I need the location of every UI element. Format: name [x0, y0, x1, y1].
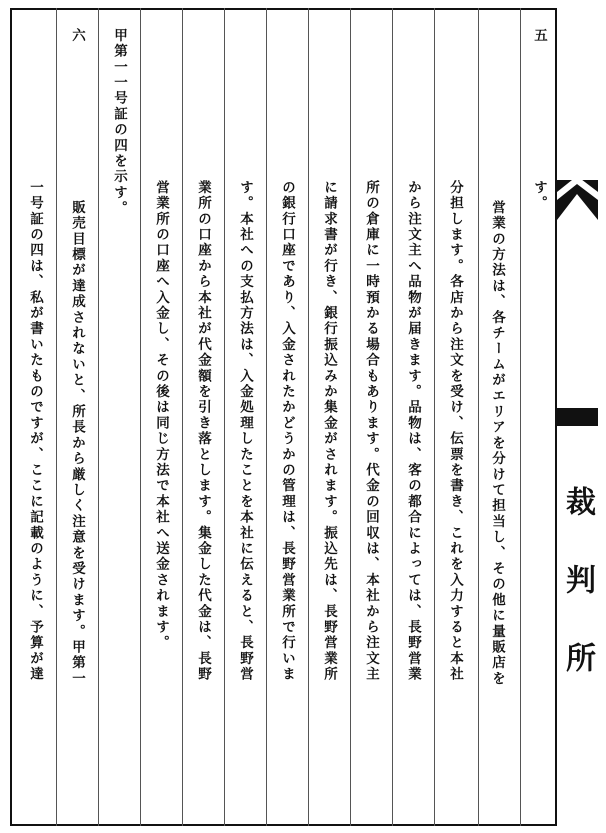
- text-line-11: 一号証の四は、私が書いたものですが、ここに記載のように、予算が達: [27, 180, 43, 683]
- column-divider: [224, 8, 225, 826]
- column-divider: [182, 8, 183, 826]
- column-divider: [478, 8, 479, 826]
- text-line-6: の銀行口座であり、入金されたかどうかの管理は、長野営業所で行いま: [279, 180, 295, 683]
- text-line-5: に請求書が行き、銀行振込みか集金がされます。振込先は、長野営業所: [321, 180, 337, 683]
- column-divider: [56, 8, 57, 826]
- text-line-8: 業所の口座から本社が代金額を引き落とします。集金した代金は、長野: [195, 180, 211, 683]
- text-line-1: 営業の方法は、各チームがエリアを分けて担当し、その他に量販店を: [489, 200, 505, 687]
- exhibit-note: 甲第一一号証の四を示す。: [111, 28, 127, 217]
- text-line-7: す。本社への支払方法は、入金処理したことを本社に伝えると、長野営: [237, 180, 253, 683]
- chevron-ornament-icon: [557, 180, 598, 220]
- court-band: [555, 8, 598, 826]
- column-divider: [520, 8, 521, 826]
- band-block: [557, 408, 598, 426]
- court-title: 裁判所: [560, 486, 595, 720]
- column-divider: [350, 8, 351, 826]
- text-line-9: 営業所の口座へ入金し、その後は同じ方法で本社へ送金されます。: [153, 180, 169, 651]
- column-divider: [434, 8, 435, 826]
- text-line-4: 所の倉庫に一時預かる場合もあります。代金の回収は、本社から注文主: [363, 180, 379, 683]
- text-line-continuation: す。: [531, 180, 547, 212]
- column-divider: [266, 8, 267, 826]
- section-number-six: 六: [69, 28, 85, 42]
- text-line-3: から注文主へ品物が届きます。品物は、客の都合によっては、長野営業: [405, 180, 421, 683]
- text-line-10: 販売目標が達成されないと、所長から厳しく注意を受けます。甲第一: [69, 200, 85, 687]
- section-number-five: 五: [531, 28, 547, 42]
- text-line-2: 分担します。各店から注文を受け、伝票を書き、これを入力すると本社: [447, 180, 463, 683]
- column-divider: [392, 8, 393, 826]
- column-divider: [140, 8, 141, 826]
- column-divider: [308, 8, 309, 826]
- column-divider: [98, 8, 99, 826]
